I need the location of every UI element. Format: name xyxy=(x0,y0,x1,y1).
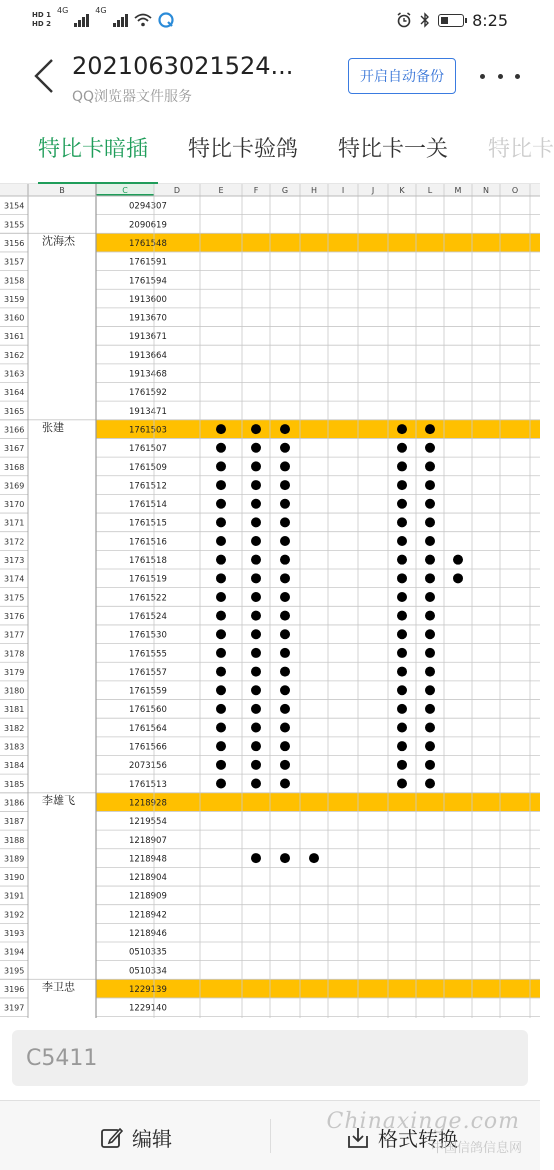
ring-number-cell: 1761594 xyxy=(129,276,167,287)
column-header-J: J xyxy=(371,186,375,195)
column-header-H: H xyxy=(310,186,318,195)
ring-number-cell: 1913671 xyxy=(129,332,167,343)
dot-mark-K xyxy=(397,704,407,714)
file-source: QQ浏览器文件服务 xyxy=(72,89,193,105)
ring-number-cell: 0510334 xyxy=(129,966,167,977)
row-number: 3186 xyxy=(4,798,25,808)
dot-mark-K xyxy=(397,424,407,434)
ring-number-cell: 1761524 xyxy=(129,611,167,622)
app-header xyxy=(0,40,540,112)
dot-mark-E xyxy=(216,555,226,565)
ring-number-cell: 1761516 xyxy=(129,537,167,548)
dot-mark-G xyxy=(280,685,290,695)
signal-icon xyxy=(74,13,89,27)
dot-mark-L xyxy=(425,685,435,695)
ring-number-cell: 0510335 xyxy=(129,947,167,958)
dot-mark-K xyxy=(397,536,407,546)
hd1-label: HD 1 xyxy=(32,11,51,19)
dot-mark-K xyxy=(397,611,407,621)
row-number: 3181 xyxy=(4,705,25,715)
ring-number-cell: 1761518 xyxy=(129,556,167,567)
dot-mark-G xyxy=(280,517,290,527)
dot-mark-K xyxy=(397,629,407,639)
dot-mark-G xyxy=(280,536,290,546)
column-header-B: B xyxy=(59,186,65,195)
row-number: 3183 xyxy=(4,742,25,752)
dot-mark-G xyxy=(280,704,290,714)
dot-mark-E xyxy=(216,461,226,471)
dot-mark-H xyxy=(309,853,319,863)
signal-icon-2 xyxy=(113,13,128,27)
dot-mark-F xyxy=(251,667,261,677)
row-number: 3154 xyxy=(4,201,25,211)
status-bar xyxy=(0,0,540,40)
column-header-E: E xyxy=(218,186,224,195)
dot-mark-L xyxy=(425,667,435,677)
row-number: 3160 xyxy=(4,313,25,323)
dot-mark-K xyxy=(397,443,407,453)
dot-mark-G xyxy=(280,592,290,602)
dot-mark-F xyxy=(251,778,261,788)
dot-mark-G xyxy=(280,629,290,639)
dot-mark-L xyxy=(425,723,435,733)
dot-mark-E xyxy=(216,704,226,714)
hd2-label: HD 2 xyxy=(32,20,51,28)
ring-number-cell: 1761564 xyxy=(129,723,167,734)
dot-mark-G xyxy=(280,480,290,490)
row-number: 3162 xyxy=(4,350,25,360)
row-number: 3159 xyxy=(4,294,25,304)
dot-mark-F xyxy=(251,760,261,770)
dot-mark-L xyxy=(425,424,435,434)
status-right xyxy=(396,8,508,32)
ring-number-cell: 1218946 xyxy=(129,929,167,940)
column-header-K: K xyxy=(399,186,405,195)
row-number: 3178 xyxy=(4,649,25,659)
row-number: 3195 xyxy=(4,966,25,976)
row-number: 3166 xyxy=(4,425,25,435)
row-number: 3165 xyxy=(4,406,25,416)
row-number: 3196 xyxy=(4,984,25,994)
ring-number-cell: 1218928 xyxy=(129,798,167,809)
dot-mark-L xyxy=(425,741,435,751)
alarm-icon xyxy=(396,12,412,28)
ring-number-cell: 0294307 xyxy=(129,201,167,212)
row-number: 3175 xyxy=(4,593,25,603)
ring-number-cell: 1761557 xyxy=(129,667,167,678)
column-header-L: L xyxy=(427,186,433,195)
dot-mark-K xyxy=(397,778,407,788)
cell-reference-field[interactable]: C5411 xyxy=(12,1030,528,1086)
battery-icon xyxy=(438,14,464,27)
dot-mark-E xyxy=(216,499,226,509)
row-number: 3193 xyxy=(4,929,25,939)
dot-mark-F xyxy=(251,723,261,733)
dot-mark-L xyxy=(425,517,435,527)
bottom-toolbar xyxy=(0,1100,540,1170)
dot-mark-L xyxy=(425,573,435,583)
toolbar-divider xyxy=(270,1119,271,1153)
dot-mark-E xyxy=(216,573,226,583)
dot-mark-F xyxy=(251,592,261,602)
ring-number-cell: 1761592 xyxy=(129,388,167,399)
ring-number-cell: 1229140 xyxy=(129,1003,167,1014)
net2-label: 4G xyxy=(95,6,107,15)
dot-mark-G xyxy=(280,461,290,471)
ring-number-cell: 1761509 xyxy=(129,462,167,473)
dot-mark-G xyxy=(280,611,290,621)
dot-mark-L xyxy=(425,704,435,714)
ring-number-cell: 1761530 xyxy=(129,630,167,641)
dot-mark-F xyxy=(251,611,261,621)
ring-number-cell: 1761515 xyxy=(129,518,167,529)
dot-mark-K xyxy=(397,741,407,751)
ring-number-cell: 1761519 xyxy=(129,574,167,585)
dot-mark-G xyxy=(280,723,290,733)
dot-mark-E xyxy=(216,536,226,546)
dot-mark-E xyxy=(216,611,226,621)
dot-mark-K xyxy=(397,760,407,770)
ring-number-cell: 1761507 xyxy=(129,444,167,455)
dot-mark-F xyxy=(251,741,261,751)
dot-mark-L xyxy=(425,648,435,658)
row-number: 3192 xyxy=(4,910,25,920)
dot-mark-G xyxy=(280,555,290,565)
row-number: 3182 xyxy=(4,723,25,733)
bluetooth-icon xyxy=(420,12,430,28)
dot-mark-L xyxy=(425,555,435,565)
dot-mark-F xyxy=(251,461,261,471)
dot-mark-F xyxy=(251,424,261,434)
owner-name-cell: 李雄飞 xyxy=(42,793,75,807)
ring-number-cell: 1913600 xyxy=(129,294,167,305)
dot-mark-K xyxy=(397,555,407,565)
row-number: 3155 xyxy=(4,220,25,230)
dot-mark-K xyxy=(397,517,407,527)
dot-mark-E xyxy=(216,648,226,658)
dot-mark-F xyxy=(251,517,261,527)
dot-mark-K xyxy=(397,573,407,583)
row-number: 3179 xyxy=(4,667,25,677)
ring-number-cell: 1761559 xyxy=(129,686,167,697)
dot-mark-F xyxy=(251,536,261,546)
row-number: 3164 xyxy=(4,388,25,398)
column-header-I: I xyxy=(341,186,345,195)
dot-mark-L xyxy=(425,443,435,453)
dot-mark-K xyxy=(397,499,407,509)
dot-mark-K xyxy=(397,648,407,658)
ring-number-cell: 1913670 xyxy=(129,313,167,324)
row-number: 3188 xyxy=(4,835,25,845)
edit-icon xyxy=(100,1126,124,1150)
wifi-icon xyxy=(134,13,152,27)
dot-mark-L xyxy=(425,611,435,621)
dot-mark-E xyxy=(216,667,226,677)
dot-mark-F xyxy=(251,629,261,639)
column-header-N: N xyxy=(483,186,489,195)
dot-mark-G xyxy=(280,778,290,788)
ring-number-cell: 1761555 xyxy=(129,649,167,660)
file-title: 2021063021524... xyxy=(72,52,294,80)
dot-mark-F xyxy=(251,853,261,863)
tab-sheet-2[interactable]: 特比卡验鸽 xyxy=(188,137,299,162)
row-number: 3170 xyxy=(4,500,25,510)
ring-number-cell: 1761514 xyxy=(129,500,167,511)
dot-mark-G xyxy=(280,667,290,677)
owner-name-cell: 沈海杰 xyxy=(42,234,75,248)
dot-mark-L xyxy=(425,592,435,602)
row-number: 3177 xyxy=(4,630,25,640)
ring-number-cell: 1761512 xyxy=(129,481,167,492)
row-number: 3169 xyxy=(4,481,25,491)
row-number: 3194 xyxy=(4,947,25,957)
dot-mark-E xyxy=(216,480,226,490)
dot-mark-G xyxy=(280,853,290,863)
owner-name-cell: 李卫忠 xyxy=(42,980,75,994)
sheet-tabs xyxy=(0,112,554,184)
battery-level xyxy=(441,17,448,24)
dot-mark-L xyxy=(425,778,435,788)
row-number: 3161 xyxy=(4,332,25,342)
dot-mark-F xyxy=(251,443,261,453)
ring-number-cell: 1761513 xyxy=(129,779,167,790)
edit-label: 编辑 xyxy=(132,1127,172,1151)
dot-mark-E xyxy=(216,517,226,527)
hd-badge xyxy=(32,11,51,29)
column-header-F: F xyxy=(253,186,259,195)
dot-mark-L xyxy=(425,760,435,770)
dot-mark-F xyxy=(251,648,261,658)
back-icon[interactable] xyxy=(30,56,60,96)
ring-number-cell: 2090619 xyxy=(129,220,167,231)
spreadsheet-grid[interactable] xyxy=(0,184,540,1018)
ring-number-cell: 1219554 xyxy=(129,817,167,828)
dot-mark-K xyxy=(397,723,407,733)
dot-mark-G xyxy=(280,499,290,509)
row-number: 3174 xyxy=(4,574,25,584)
row-number: 3163 xyxy=(4,369,25,379)
ring-number-cell: 2073156 xyxy=(129,761,167,772)
status-left xyxy=(32,6,174,34)
dot-mark-L xyxy=(425,629,435,639)
ring-number-cell: 1761566 xyxy=(129,742,167,753)
tab-sheet-1[interactable]: 特比卡暗插 xyxy=(38,137,149,162)
browser-app-icon xyxy=(158,12,174,28)
dot-mark-E xyxy=(216,723,226,733)
ring-number-cell: 1218909 xyxy=(129,891,167,902)
ring-number-cell: 1218907 xyxy=(129,835,167,846)
row-number: 3190 xyxy=(4,873,25,883)
dot-mark-L xyxy=(425,461,435,471)
dot-mark-E xyxy=(216,685,226,695)
ring-number-cell: 1913471 xyxy=(129,406,167,417)
dot-mark-E xyxy=(216,443,226,453)
dot-mark-K xyxy=(397,461,407,471)
format-convert-label: 格式转换 xyxy=(378,1127,458,1151)
owner-name-cell: 张建 xyxy=(42,420,64,434)
dot-mark-E xyxy=(216,760,226,770)
dot-mark-E xyxy=(216,424,226,434)
watermark-subtext: 中国信鸽信息网 xyxy=(430,1141,522,1156)
row-number: 3185 xyxy=(4,779,25,789)
dot-mark-G xyxy=(280,648,290,658)
column-header-C: C xyxy=(122,186,128,195)
dot-mark-F xyxy=(251,555,261,565)
dot-mark-F xyxy=(251,704,261,714)
column-header-G: G xyxy=(281,186,289,195)
dot-mark-K xyxy=(397,592,407,602)
ring-number-cell: 1913664 xyxy=(129,350,167,361)
row-number: 3171 xyxy=(4,518,25,528)
column-header-D: D xyxy=(173,186,181,195)
row-number: 3197 xyxy=(4,1003,25,1013)
ring-number-cell: 1229139 xyxy=(129,984,167,995)
dot-mark-G xyxy=(280,443,290,453)
dot-mark-L xyxy=(425,536,435,546)
row-number: 3167 xyxy=(4,444,25,454)
ring-number-cell: 1218948 xyxy=(129,854,167,865)
ring-number-cell: 1913468 xyxy=(129,369,167,380)
more-icon[interactable] xyxy=(480,70,520,82)
dot-mark-K xyxy=(397,480,407,490)
dot-mark-E xyxy=(216,778,226,788)
ring-number-cell: 1761560 xyxy=(129,705,167,716)
dot-mark-F xyxy=(251,480,261,490)
row-number: 3187 xyxy=(4,817,25,827)
dot-mark-E xyxy=(216,592,226,602)
ring-number-cell: 1761522 xyxy=(129,593,167,604)
dot-mark-K xyxy=(397,685,407,695)
dot-mark-M xyxy=(453,555,463,565)
row-number: 3156 xyxy=(4,238,25,248)
dot-mark-F xyxy=(251,573,261,583)
spreadsheet-svg[interactable] xyxy=(0,184,540,1018)
dot-mark-G xyxy=(280,760,290,770)
ring-number-cell: 1761548 xyxy=(129,238,167,249)
row-number: 3168 xyxy=(4,462,25,472)
dot-mark-L xyxy=(425,499,435,509)
row-number: 3189 xyxy=(4,854,25,864)
dot-mark-G xyxy=(280,573,290,583)
row-number: 3172 xyxy=(4,537,25,547)
dot-mark-E xyxy=(216,629,226,639)
row-number: 3173 xyxy=(4,556,25,566)
row-number: 3176 xyxy=(4,611,25,621)
ring-number-cell: 1761591 xyxy=(129,257,167,268)
dot-mark-L xyxy=(425,480,435,490)
dot-mark-E xyxy=(216,741,226,751)
dot-mark-F xyxy=(251,685,261,695)
dot-mark-G xyxy=(280,741,290,751)
dot-mark-G xyxy=(280,424,290,434)
net1-label: 4G xyxy=(56,6,69,15)
row-number: 3158 xyxy=(4,276,25,286)
dot-mark-M xyxy=(453,573,463,583)
ring-number-cell: 1218942 xyxy=(129,910,167,921)
ring-number-cell: 1218904 xyxy=(129,873,167,884)
row-number: 3184 xyxy=(4,761,25,771)
dot-mark-F xyxy=(251,499,261,509)
row-number: 3157 xyxy=(4,257,25,267)
row-number: 3191 xyxy=(4,891,25,901)
edit-button[interactable] xyxy=(100,1123,172,1152)
row-number: 3180 xyxy=(4,686,25,696)
column-header-M: M xyxy=(454,186,462,195)
dot-mark-K xyxy=(397,667,407,677)
cell-reference-area xyxy=(0,1018,540,1100)
ring-number-cell: 1761503 xyxy=(129,425,167,436)
auto-backup-button[interactable]: 开启自动备份 xyxy=(348,58,456,94)
tab-sheet-4[interactable]: 特比卡 xyxy=(488,137,554,162)
watermark-text: Chinaxinge.com xyxy=(326,1109,520,1134)
clock: 8:25 xyxy=(472,10,508,30)
tab-sheet-3[interactable]: 特比卡一关 xyxy=(338,137,449,162)
column-header-O: O xyxy=(511,186,519,195)
